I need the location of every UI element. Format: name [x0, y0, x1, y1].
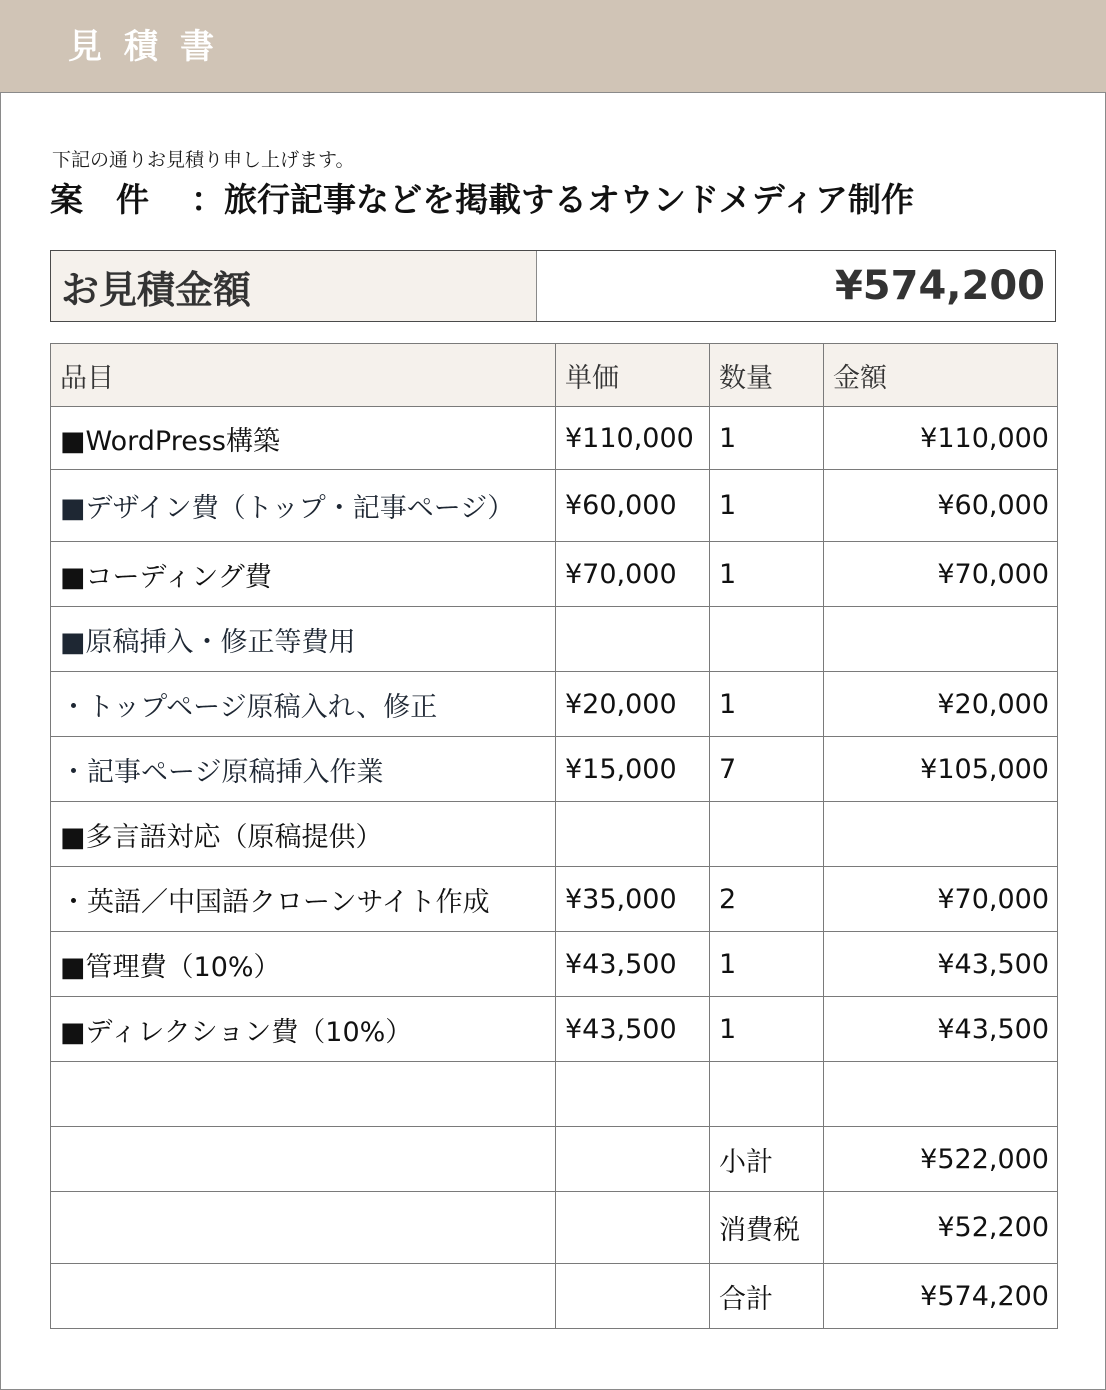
tax-label: 消費税: [710, 1192, 824, 1264]
estimate-total-box: [50, 250, 1056, 322]
quantity: 1: [710, 407, 824, 470]
empty-cell: [556, 1127, 710, 1192]
empty-cell: [51, 1264, 556, 1329]
subject-separator: ：: [191, 180, 224, 219]
amount: ¥70,000: [824, 867, 1058, 932]
table-row: [51, 407, 1058, 470]
estimate-total-label: お見積金額: [51, 251, 537, 321]
quantity: 7: [710, 737, 824, 802]
item-name: ■コーディング費: [51, 542, 556, 607]
amount: ¥70,000: [824, 542, 1058, 607]
amount: ¥43,500: [824, 997, 1058, 1062]
document-title: 見積書: [68, 27, 236, 67]
grand-total-label: 合計: [710, 1264, 824, 1329]
amount: ¥43,500: [824, 932, 1058, 997]
table-row: [51, 470, 1058, 542]
tax-value: ¥52,200: [824, 1192, 1058, 1264]
table-row: [51, 802, 1058, 867]
empty-cell: [556, 1192, 710, 1264]
column-header-amount: 金額: [824, 344, 1058, 407]
unit-price: ¥15,000: [556, 737, 710, 802]
unit-price: ¥20,000: [556, 672, 710, 737]
table-row: [51, 672, 1058, 737]
item-name: ・英語／中国語クローンサイト作成: [51, 867, 556, 932]
quantity: [710, 1062, 824, 1127]
quantity: 1: [710, 542, 824, 607]
unit-price: ¥70,000: [556, 542, 710, 607]
item-name: [51, 1062, 556, 1127]
quantity: 1: [710, 672, 824, 737]
subtotal-label: 小計: [710, 1127, 824, 1192]
quantity: 1: [710, 932, 824, 997]
item-name: ・トップページ原稿入れ、修正: [51, 672, 556, 737]
quantity: [710, 802, 824, 867]
grand-total-value: ¥574,200: [824, 1264, 1058, 1329]
table-row: [51, 542, 1058, 607]
unit-price: ¥43,500: [556, 997, 710, 1062]
item-name: ■デザイン費（トップ・記事ページ）: [51, 470, 556, 542]
subject-value: 旅行記事などを掲載するオウンドメディア制作: [224, 180, 915, 219]
item-name: ■原稿挿入・修正等費用: [51, 607, 556, 672]
unit-price: ¥110,000: [556, 407, 710, 470]
amount: ¥105,000: [824, 737, 1058, 802]
table-row: [51, 997, 1058, 1062]
item-name: ■WordPress構築: [51, 407, 556, 470]
unit-price: [556, 1062, 710, 1127]
amount: [824, 802, 1058, 867]
item-name: ■多言語対応（原稿提供）: [51, 802, 556, 867]
amount: ¥60,000: [824, 470, 1058, 542]
table-row-empty: [51, 1062, 1058, 1127]
column-header-item: 品目: [51, 344, 556, 407]
unit-price: ¥43,500: [556, 932, 710, 997]
amount: [824, 1062, 1058, 1127]
quantity: 2: [710, 867, 824, 932]
empty-cell: [51, 1192, 556, 1264]
amount: ¥20,000: [824, 672, 1058, 737]
grand-total-row: [51, 1264, 1058, 1329]
tax-row: [51, 1192, 1058, 1264]
item-name: ■管理費（10%）: [51, 932, 556, 997]
subject-label: 案 件: [50, 180, 149, 219]
table-row: [51, 932, 1058, 997]
subtotal-row: [51, 1127, 1058, 1192]
table-row: [51, 607, 1058, 672]
item-name: ・記事ページ原稿挿入作業: [51, 737, 556, 802]
table-row: [51, 867, 1058, 932]
subtotal-value: ¥522,000: [824, 1127, 1058, 1192]
empty-cell: [556, 1264, 710, 1329]
project-subject: [50, 178, 914, 222]
amount: [824, 607, 1058, 672]
column-header-quantity: 数量: [710, 344, 824, 407]
estimate-total-value: ¥574,200: [834, 263, 1045, 309]
unit-price: ¥35,000: [556, 867, 710, 932]
unit-price: [556, 607, 710, 672]
empty-cell: [51, 1127, 556, 1192]
table-row: [51, 737, 1058, 802]
item-name: ■ディレクション費（10%）: [51, 997, 556, 1062]
quantity: [710, 607, 824, 672]
unit-price: [556, 802, 710, 867]
quantity: 1: [710, 997, 824, 1062]
column-header-unit-price: 単価: [556, 344, 710, 407]
quantity: 1: [710, 470, 824, 542]
header-bar: [0, 0, 1106, 92]
line-items-table: [50, 343, 1058, 1329]
amount: ¥110,000: [824, 407, 1058, 470]
table-header-row: [51, 344, 1058, 407]
intro-text: 下記の通りお見積り申し上げます。: [52, 149, 355, 171]
unit-price: ¥60,000: [556, 470, 710, 542]
